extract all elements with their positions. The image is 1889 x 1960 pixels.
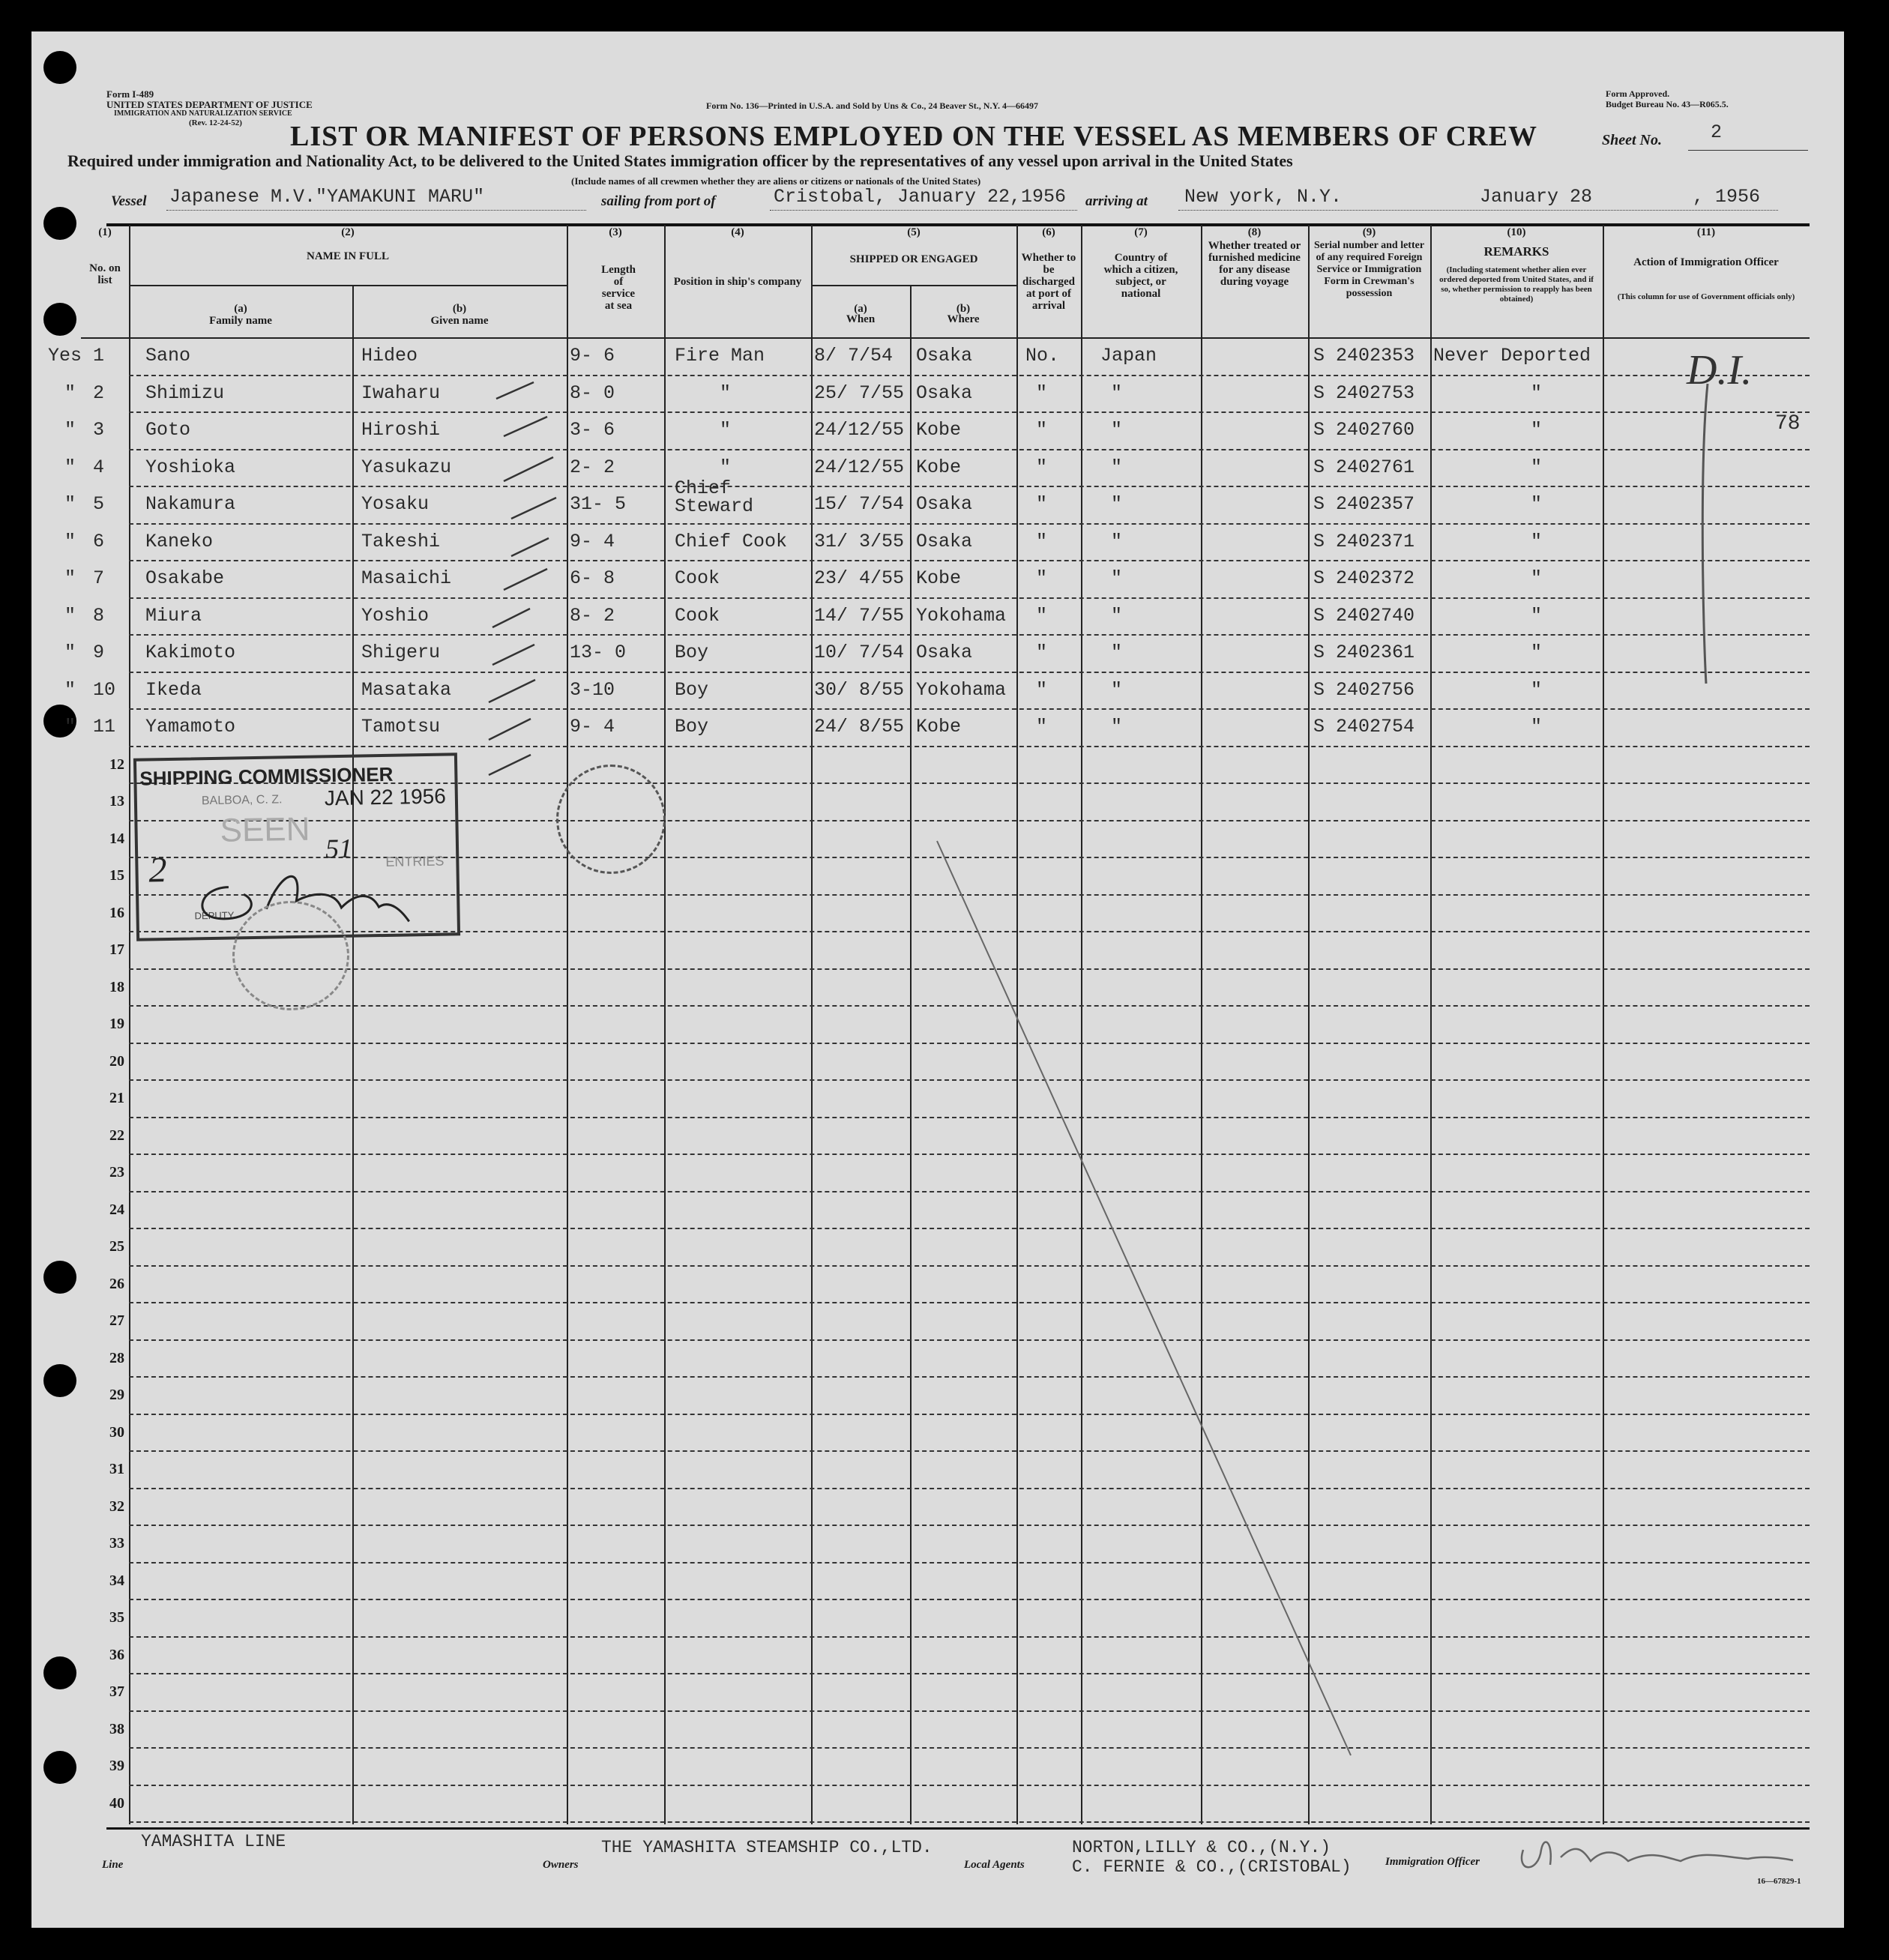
cell-country: " — [1111, 493, 1123, 515]
row-number: 14 — [109, 830, 124, 847]
cell-serial: S 2402761 — [1313, 456, 1415, 478]
local-agents-2: C. FERNIE & CO.,(CRISTOBAL) — [1072, 1857, 1352, 1877]
col2b-num: (b) — [452, 303, 467, 315]
cell-given: Yosaku — [361, 493, 430, 515]
cell-serial: S 2402371 — [1313, 530, 1415, 552]
stamp-entries-count: 51 — [325, 833, 353, 864]
cell-where: Osaka — [916, 530, 973, 552]
stamp-seen: SEEN — [220, 810, 310, 849]
cell-given: Takeshi — [361, 530, 441, 552]
cell-position: Fire Man — [675, 345, 765, 367]
row-number: 36 — [109, 1646, 124, 1663]
cell-when: 23/ 4/55 — [814, 567, 905, 589]
cell-position: Chief Cook — [675, 530, 788, 552]
cell-when: 14/ 7/55 — [814, 604, 905, 627]
col-no-on-list: No. on list — [89, 262, 121, 286]
row-number: 10 — [93, 678, 116, 701]
col-immigration-action: Action of Immigration Officer — [1633, 256, 1779, 268]
row-number: 35 — [109, 1609, 124, 1626]
row-number: 39 — [109, 1758, 124, 1774]
sheet-label: Sheet No. — [1602, 132, 1662, 148]
cell-country: Japan — [1100, 345, 1157, 367]
cell-family: Goto — [145, 419, 191, 441]
form-approved: Form Approved. — [1606, 88, 1670, 99]
officer-signature — [1508, 1827, 1808, 1880]
budget-bureau: Budget Bureau No. 43—R065.5. — [1606, 99, 1729, 109]
col-discharged: Whether to be discharged at port of arrival — [1021, 252, 1076, 312]
cell-service: 3-10 — [570, 678, 615, 701]
cell-when: 25/ 7/55 — [814, 382, 905, 404]
col10-num: (10) — [1507, 226, 1526, 238]
sailing-port: Cristobal, January 22,1956 — [774, 186, 1067, 208]
cell-country: " — [1111, 382, 1123, 404]
row-number: 6 — [93, 530, 105, 552]
cell-where: Kobe — [916, 456, 962, 478]
cell-service: 13- 0 — [570, 642, 627, 663]
row-number: 17 — [109, 941, 124, 958]
row-number: 16 — [109, 904, 124, 921]
cell-given: Hideo — [361, 345, 418, 367]
cell-given: Masataka — [361, 678, 452, 701]
col-name-in-full: NAME IN FULL — [306, 250, 389, 262]
stamp-deputy: DEPUTY — [194, 909, 235, 922]
row-number: 9 — [93, 642, 105, 663]
row-number: 23 — [109, 1164, 124, 1180]
cell-discharge: No. — [1025, 345, 1060, 367]
cell-given: Masaichi — [361, 567, 452, 589]
col-country: Country of which a citizen, subject, or national — [1103, 252, 1178, 300]
cell-family: Shimizu — [145, 382, 225, 404]
cell-family: Nakamura — [145, 493, 236, 515]
row-number: 3 — [93, 419, 105, 441]
row-mark: " — [64, 716, 76, 738]
row-number: 38 — [109, 1720, 124, 1737]
vessel-label: Vessel — [111, 193, 147, 209]
cell-remarks: " — [1531, 382, 1543, 404]
printer-note: Form No. 136—Printed in U.S.A. and Sold by Uns & Co., 24 Beaver St., N.Y. 4—66497 — [706, 100, 1039, 111]
row-number: 8 — [93, 604, 105, 627]
form-code: 16—67829-1 — [1757, 1877, 1801, 1886]
row-number: 34 — [109, 1572, 124, 1589]
cell-remarks: " — [1531, 642, 1543, 663]
row-number: 26 — [109, 1275, 124, 1292]
cell-position: Boy — [675, 678, 709, 701]
row-mark: " — [64, 493, 76, 515]
col4-num: (4) — [731, 226, 744, 238]
col2a-num: (a) — [234, 303, 247, 315]
row-number: 27 — [109, 1312, 124, 1329]
cell-discharge: " — [1036, 419, 1048, 441]
cell-position: Boy — [675, 642, 709, 663]
cell-position: " — [720, 456, 732, 478]
cell-position: " — [720, 382, 732, 404]
cell-serial: S 2402357 — [1313, 493, 1415, 515]
cell-where: Osaka — [916, 382, 973, 404]
cell-serial: S 2402361 — [1313, 642, 1415, 663]
col-when: When — [846, 313, 876, 325]
cell-remarks: " — [1531, 678, 1543, 701]
cell-when: 10/ 7/54 — [814, 642, 905, 663]
row-number: 40 — [109, 1794, 124, 1812]
row-mark: " — [64, 419, 76, 441]
cell-position: Cook — [675, 604, 720, 627]
cell-service: 8- 0 — [570, 382, 615, 404]
cell-serial: S 2402740 — [1313, 604, 1415, 627]
cell-family: Ikeda — [145, 678, 202, 701]
cell-service: 31- 5 — [570, 493, 627, 515]
cell-where: Kobe — [916, 419, 962, 441]
cell-discharge: " — [1036, 716, 1048, 738]
cell-position: Boy — [675, 716, 709, 738]
cell-position: Chief Steward — [675, 477, 754, 517]
cell-country: " — [1111, 419, 1123, 441]
cell-where: Yokohama — [916, 604, 1007, 627]
local-agents-1: NORTON,LILLY & CO.,(N.Y.) — [1072, 1838, 1331, 1857]
col7-num: (7) — [1134, 226, 1148, 238]
cell-service: 9- 4 — [570, 716, 615, 738]
row-mark: " — [64, 642, 76, 663]
row-mark: " — [64, 678, 76, 701]
cell-country: " — [1111, 678, 1123, 701]
cell-given: Tamotsu — [361, 716, 441, 738]
cell-family: Osakabe — [145, 567, 225, 589]
col-action-note: (This column for use of Government officials only) — [1617, 292, 1795, 301]
cell-remarks: " — [1531, 456, 1543, 478]
stamp-date: JAN 22 1956 — [324, 784, 447, 810]
vessel-name: Japanese M.V."YAMAKUNI MARU" — [169, 186, 485, 208]
row-number: 33 — [109, 1535, 124, 1552]
arriving-label: arriving at — [1085, 193, 1148, 209]
cell-remarks: " — [1531, 716, 1543, 738]
local-agents-label: Local Agents — [964, 1859, 1025, 1871]
col-given-name: Given name — [430, 315, 489, 327]
cell-serial: S 2402754 — [1313, 716, 1415, 738]
cell-discharge: " — [1036, 493, 1048, 515]
form-id: Form I-489 — [106, 88, 154, 100]
cell-given: Hiroshi — [361, 419, 441, 441]
cell-given: Iwaharu — [361, 382, 441, 404]
col8-num: (8) — [1247, 226, 1262, 238]
stamp-sheet-count: 2 — [148, 850, 167, 890]
cell-country: " — [1111, 716, 1123, 738]
service: IMMIGRATION AND NATURALIZATION SERVICE — [114, 109, 292, 118]
row-mark: " — [64, 567, 76, 589]
row-number: 25 — [109, 1238, 124, 1255]
cell-discharge: " — [1036, 530, 1048, 552]
cell-where: Osaka — [916, 493, 973, 515]
col-where: Where — [947, 313, 980, 325]
arrival-date: January 28 — [1480, 186, 1593, 208]
row-number: 5 — [93, 493, 105, 515]
col-length-of-service: Length of service at sea — [601, 264, 636, 312]
cell-serial: S 2402353 — [1313, 345, 1415, 367]
include-note: (Include names of all crewmen whether they are aliens or citizens or nationals of the United States) — [571, 175, 981, 187]
row-number: 31 — [109, 1461, 124, 1477]
cell-service: 6- 8 — [570, 567, 615, 589]
stamp-place: BALBOA, C. Z. — [201, 793, 283, 808]
col-medicine: Whether treated or furnished medicine for any disease during voyage — [1208, 240, 1301, 288]
cell-given: Yasukazu — [361, 456, 452, 478]
row-number: 12 — [109, 756, 124, 773]
line-label: Line — [102, 1859, 124, 1871]
cell-where: Kobe — [916, 567, 962, 589]
page-title: LIST OR MANIFEST OF PERSONS EMPLOYED ON THE VESSEL AS MEMBERS OF CREW — [290, 121, 1537, 152]
cell-family: Kakimoto — [145, 642, 236, 663]
cell-when: 30/ 8/55 — [814, 678, 905, 701]
cell-country: " — [1111, 567, 1123, 589]
cell-position: Cook — [675, 567, 720, 589]
pencil-diagonal-line — [937, 841, 1351, 1755]
cell-given: Shigeru — [361, 642, 441, 663]
row-number: 1 — [93, 345, 105, 367]
col5a-num: (a) — [854, 303, 867, 315]
sailing-label: sailing from port of — [601, 193, 716, 209]
arriving-port: New york, N.Y. — [1184, 186, 1343, 208]
action-mark: D.I. — [1687, 347, 1753, 393]
cell-remarks: " — [1531, 604, 1543, 627]
cell-country: " — [1111, 456, 1123, 478]
margin-number: 78 — [1775, 412, 1801, 435]
row-number: 19 — [109, 1016, 124, 1032]
row-number: 11 — [93, 716, 116, 738]
cell-given: Yoshio — [361, 604, 430, 627]
cell-discharge: " — [1036, 678, 1048, 701]
col-remarks-note: (Including statement whether alien ever ordered deported from United States, and if so, whether permission to reapply has been obtained) — [1439, 265, 1594, 304]
owners-name: THE YAMASHITA STEAMSHIP CO.,LTD. — [601, 1838, 933, 1857]
row-number: 13 — [109, 793, 124, 809]
cell-family: Miura — [145, 604, 202, 627]
col1-num: (1) — [98, 226, 112, 238]
cell-country: " — [1111, 530, 1123, 552]
col-shipped-or-engaged: SHIPPED OR ENGAGED — [849, 253, 978, 265]
col-remarks: REMARKS — [1483, 244, 1549, 259]
col3-num: (3) — [609, 226, 622, 238]
row-number: 4 — [93, 456, 105, 478]
cell-family: Kaneko — [145, 530, 214, 552]
row-number: 15 — [109, 867, 124, 884]
cell-serial: S 2402756 — [1313, 678, 1415, 701]
cell-when: 31/ 3/55 — [814, 530, 905, 552]
manifest-sheet — [31, 31, 1844, 1928]
cell-remarks: " — [1531, 530, 1543, 552]
row-number: 20 — [109, 1052, 124, 1070]
cell-when: 15/ 7/54 — [814, 493, 905, 515]
pencil-bracket-line — [1702, 384, 1708, 684]
col-family-name: Family name — [209, 315, 272, 327]
cell-service: 2- 2 — [570, 456, 615, 478]
line-name: YAMASHITA LINE — [141, 1832, 286, 1851]
cell-where: Kobe — [916, 716, 962, 738]
col6-num: (6) — [1042, 226, 1055, 238]
cell-discharge: " — [1036, 456, 1048, 478]
round-seal — [556, 765, 666, 874]
row-mark: " — [64, 456, 76, 478]
round-seal-faint — [232, 901, 349, 1010]
cell-when: 24/12/55 — [814, 456, 905, 478]
row-number: 29 — [109, 1387, 124, 1403]
cell-remarks: Never Deported — [1433, 345, 1591, 367]
cell-family: Yamamoto — [145, 716, 236, 738]
cell-position: " — [720, 419, 732, 441]
cell-where: Yokohama — [916, 678, 1007, 701]
col11-num: (11) — [1696, 226, 1716, 238]
cell-discharge: " — [1036, 642, 1048, 663]
row-number: 21 — [109, 1090, 124, 1106]
cell-discharge: " — [1036, 604, 1048, 627]
cell-when: 24/ 8/55 — [814, 716, 905, 738]
sheet-number: 2 — [1711, 121, 1723, 143]
cell-serial: S 2402372 — [1313, 567, 1415, 589]
cell-family: Sano — [145, 345, 191, 367]
cell-service: 9- 6 — [570, 345, 615, 367]
row-number: 24 — [109, 1201, 124, 1218]
cell-serial: S 2402760 — [1313, 419, 1415, 441]
cell-when: 8/ 7/54 — [814, 345, 894, 367]
cell-discharge: " — [1036, 382, 1048, 404]
col5b-num: (b) — [956, 303, 971, 315]
cell-service: 9- 4 — [570, 530, 615, 552]
stamp-title: SHIPPING COMMISSIONER — [139, 762, 394, 790]
cell-service: 8- 2 — [570, 604, 615, 627]
cell-serial: S 2402753 — [1313, 382, 1415, 404]
owners-label: Owners — [543, 1859, 579, 1871]
cell-discharge: " — [1036, 567, 1048, 589]
col9-num: (9) — [1362, 226, 1376, 238]
row-number: 2 — [93, 382, 105, 404]
cell-family: Yoshioka — [145, 456, 236, 478]
immigration-officer-label: Immigration Officer — [1385, 1856, 1480, 1868]
row-number: 32 — [109, 1498, 124, 1515]
row-mark: " — [64, 604, 76, 627]
row-number: 7 — [93, 567, 105, 589]
row-number: 18 — [109, 978, 124, 995]
cell-where: Osaka — [916, 642, 973, 663]
cell-when: 24/12/55 — [814, 419, 905, 441]
cell-country: " — [1111, 604, 1123, 627]
col-position: Position in ship's company — [673, 276, 802, 288]
col5-num: (5) — [907, 226, 921, 238]
stamp-entries: ENTRIES — [385, 853, 445, 869]
required-note: Required under immigration and Nationality Act, to be delivered to the United States immigration officer by the representatives of any vessel upon arrival in the United States — [67, 151, 1293, 170]
revision: (Rev. 12-24-52) — [189, 118, 242, 127]
row-number: 30 — [109, 1423, 124, 1441]
cell-where: Osaka — [916, 345, 973, 367]
cell-remarks: " — [1531, 419, 1543, 441]
cell-remarks: " — [1531, 567, 1543, 589]
cell-remarks: " — [1531, 493, 1543, 515]
agency: UNITED STATES DEPARTMENT OF JUSTICE — [106, 99, 313, 110]
arrival-year: , 1956 — [1693, 186, 1761, 208]
tick-marks — [489, 382, 556, 775]
row-mark: " — [64, 530, 76, 552]
col-serial-number: Serial number and letter of any required Foreign Service or Immigration Form in Crewman's possession — [1313, 240, 1425, 299]
row-number: 22 — [109, 1127, 124, 1144]
cell-service: 3- 6 — [570, 419, 615, 441]
col2-num: (2) — [341, 226, 355, 238]
cell-country: " — [1111, 642, 1123, 663]
row-mark: Yes — [48, 345, 82, 367]
row-number: 37 — [109, 1683, 124, 1700]
row-mark: " — [64, 382, 76, 404]
row-number: 28 — [109, 1349, 124, 1366]
